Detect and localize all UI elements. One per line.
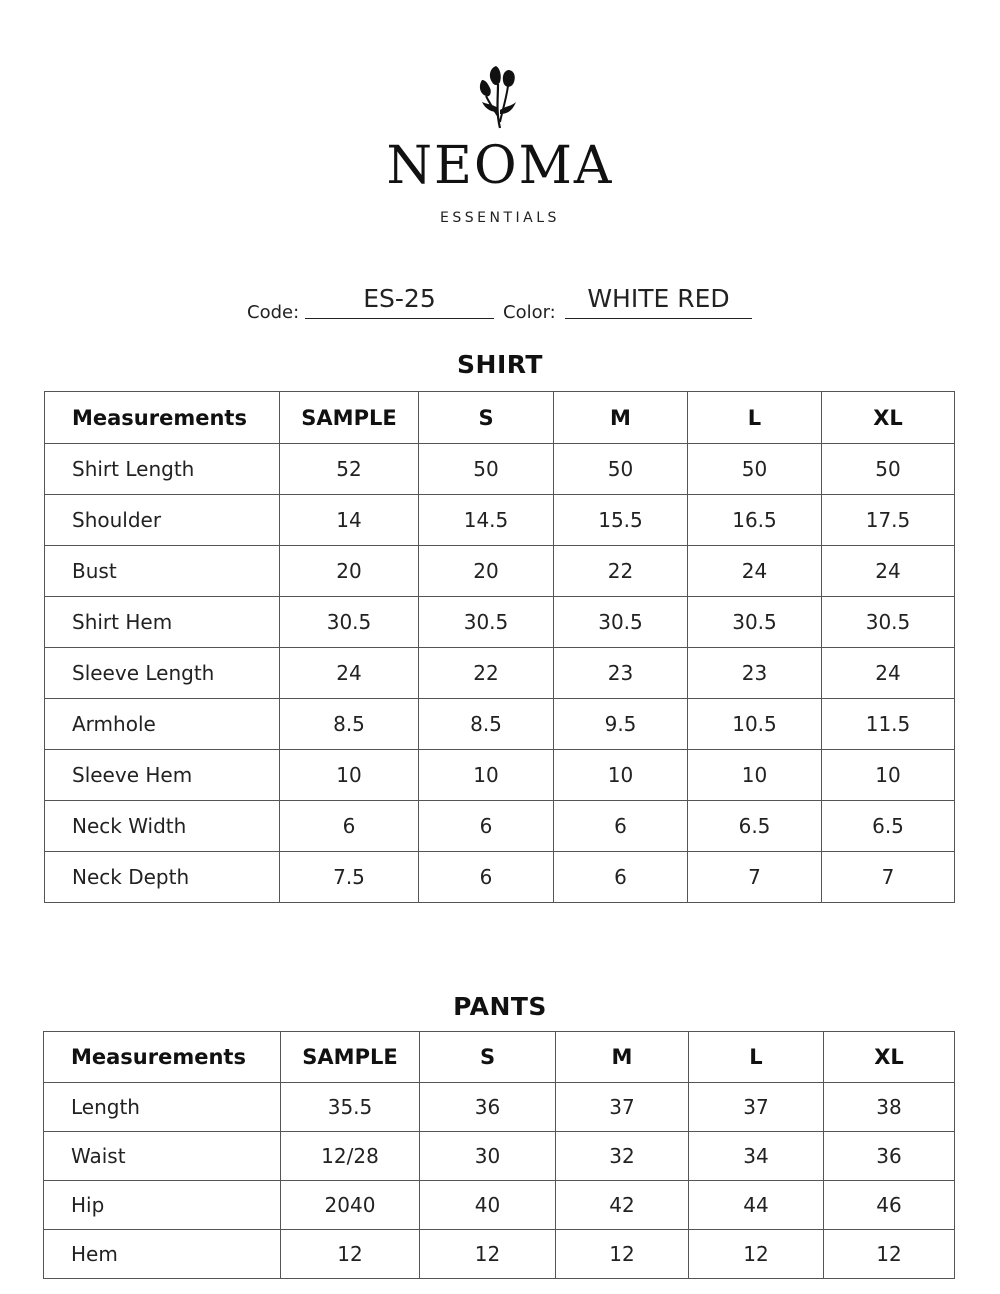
- measurement-label: Bust: [45, 546, 280, 597]
- measurement-label: Shoulder: [45, 495, 280, 546]
- table-row: [44, 1132, 955, 1181]
- pants-size-table: [43, 1031, 955, 1279]
- code-label: Code:: [247, 302, 300, 323]
- measurement-value: 50: [822, 444, 955, 495]
- measurement-value: 7: [688, 852, 822, 903]
- measurement-value: 30.5: [688, 597, 822, 648]
- measurement-value: 14.5: [419, 495, 554, 546]
- measurement-value: 24: [688, 546, 822, 597]
- measurement-label: Neck Width: [45, 801, 280, 852]
- measurement-value: 36: [420, 1083, 556, 1132]
- measurement-value: 30.5: [280, 597, 419, 648]
- measurement-value: 24: [280, 648, 419, 699]
- measurement-value: 44: [689, 1181, 824, 1230]
- table-row: [44, 1181, 955, 1230]
- measurement-value: 22: [419, 648, 554, 699]
- measurement-value: 7.5: [280, 852, 419, 903]
- measurement-value: 32: [556, 1132, 689, 1181]
- table-row: [44, 1083, 955, 1132]
- measurement-value: 10: [688, 750, 822, 801]
- column-header: XL: [822, 392, 955, 444]
- measurement-value: 30: [420, 1132, 556, 1181]
- brand-name: NEOMA: [386, 136, 614, 196]
- table-header-row: [45, 392, 955, 444]
- table-row: [45, 699, 955, 750]
- measurement-label: Length: [44, 1083, 281, 1132]
- measurement-value: 6: [419, 852, 554, 903]
- measurement-label: Shirt Length: [45, 444, 280, 495]
- column-header: XL: [824, 1032, 955, 1083]
- measurement-value: 12: [556, 1230, 689, 1279]
- measurement-value: 9.5: [554, 699, 688, 750]
- measurement-value: 6.5: [688, 801, 822, 852]
- column-header: SAMPLE: [281, 1032, 420, 1083]
- measurement-value: 30.5: [419, 597, 554, 648]
- shirt-section-title: SHIRT: [457, 350, 543, 379]
- tulip-icon: [476, 62, 524, 132]
- measurement-value: 15.5: [554, 495, 688, 546]
- color-label: Color:: [503, 302, 556, 323]
- column-header: SAMPLE: [280, 392, 419, 444]
- column-header: L: [688, 392, 822, 444]
- measurement-value: 37: [689, 1083, 824, 1132]
- measurement-label: Sleeve Length: [45, 648, 280, 699]
- measurement-value: 12: [689, 1230, 824, 1279]
- column-header: M: [556, 1032, 689, 1083]
- measurement-value: 35.5: [281, 1083, 420, 1132]
- column-header: Measurements: [44, 1032, 281, 1083]
- measurement-value: 2040: [281, 1181, 420, 1230]
- measurement-value: 34: [689, 1132, 824, 1181]
- measurement-value: 52: [280, 444, 419, 495]
- brand-logo: [0, 62, 1000, 226]
- measurement-value: 6: [554, 852, 688, 903]
- measurement-value: 12/28: [281, 1132, 420, 1181]
- measurement-label: Armhole: [45, 699, 280, 750]
- measurement-value: 8.5: [280, 699, 419, 750]
- measurement-value: 6: [280, 801, 419, 852]
- column-header: S: [419, 392, 554, 444]
- table-row: [45, 546, 955, 597]
- measurement-label: Shirt Hem: [45, 597, 280, 648]
- measurement-value: 36: [824, 1132, 955, 1181]
- measurement-value: 6: [554, 801, 688, 852]
- measurement-value: 24: [822, 648, 955, 699]
- measurement-value: 37: [556, 1083, 689, 1132]
- column-header: Measurements: [45, 392, 280, 444]
- table-row: [45, 495, 955, 546]
- measurement-value: 10: [419, 750, 554, 801]
- measurement-value: 10: [822, 750, 955, 801]
- measurement-value: 10.5: [688, 699, 822, 750]
- measurement-value: 42: [556, 1181, 689, 1230]
- measurement-value: 24: [822, 546, 955, 597]
- color-value: WHITE RED: [565, 282, 752, 319]
- measurement-value: 50: [554, 444, 688, 495]
- column-header: S: [420, 1032, 556, 1083]
- measurement-value: 10: [554, 750, 688, 801]
- table-row: [45, 597, 955, 648]
- measurement-label: Hip: [44, 1181, 281, 1230]
- measurement-value: 8.5: [419, 699, 554, 750]
- measurement-value: 30.5: [822, 597, 955, 648]
- measurement-value: 6: [419, 801, 554, 852]
- measurement-value: 40: [420, 1181, 556, 1230]
- shirt-size-table: [44, 391, 955, 903]
- pants-section-title: PANTS: [453, 992, 547, 1021]
- table-row: [45, 801, 955, 852]
- measurement-value: 11.5: [822, 699, 955, 750]
- measurement-value: 17.5: [822, 495, 955, 546]
- measurement-value: 12: [824, 1230, 955, 1279]
- measurement-value: 20: [280, 546, 419, 597]
- measurement-value: 20: [419, 546, 554, 597]
- table-row: [44, 1230, 955, 1279]
- measurement-value: 16.5: [688, 495, 822, 546]
- column-header: L: [689, 1032, 824, 1083]
- table-header-row: [44, 1032, 955, 1083]
- code-value: ES-25: [305, 282, 494, 319]
- measurement-value: 38: [824, 1083, 955, 1132]
- product-meta: [0, 280, 1000, 324]
- measurement-label: Neck Depth: [45, 852, 280, 903]
- measurement-value: 23: [688, 648, 822, 699]
- measurement-value: 50: [688, 444, 822, 495]
- measurement-value: 30.5: [554, 597, 688, 648]
- measurement-value: 14: [280, 495, 419, 546]
- table-row: [45, 444, 955, 495]
- measurement-value: 46: [824, 1181, 955, 1230]
- measurement-value: 50: [419, 444, 554, 495]
- table-row: [45, 648, 955, 699]
- measurement-label: Waist: [44, 1132, 281, 1181]
- measurement-value: 22: [554, 546, 688, 597]
- measurement-value: 10: [280, 750, 419, 801]
- table-row: [45, 852, 955, 903]
- measurement-value: 6.5: [822, 801, 955, 852]
- measurement-value: 7: [822, 852, 955, 903]
- brand-tagline: ESSENTIALS: [440, 210, 560, 226]
- table-row: [45, 750, 955, 801]
- measurement-value: 12: [281, 1230, 420, 1279]
- column-header: M: [554, 392, 688, 444]
- measurement-label: Hem: [44, 1230, 281, 1279]
- measurement-value: 12: [420, 1230, 556, 1279]
- measurement-value: 23: [554, 648, 688, 699]
- measurement-label: Sleeve Hem: [45, 750, 280, 801]
